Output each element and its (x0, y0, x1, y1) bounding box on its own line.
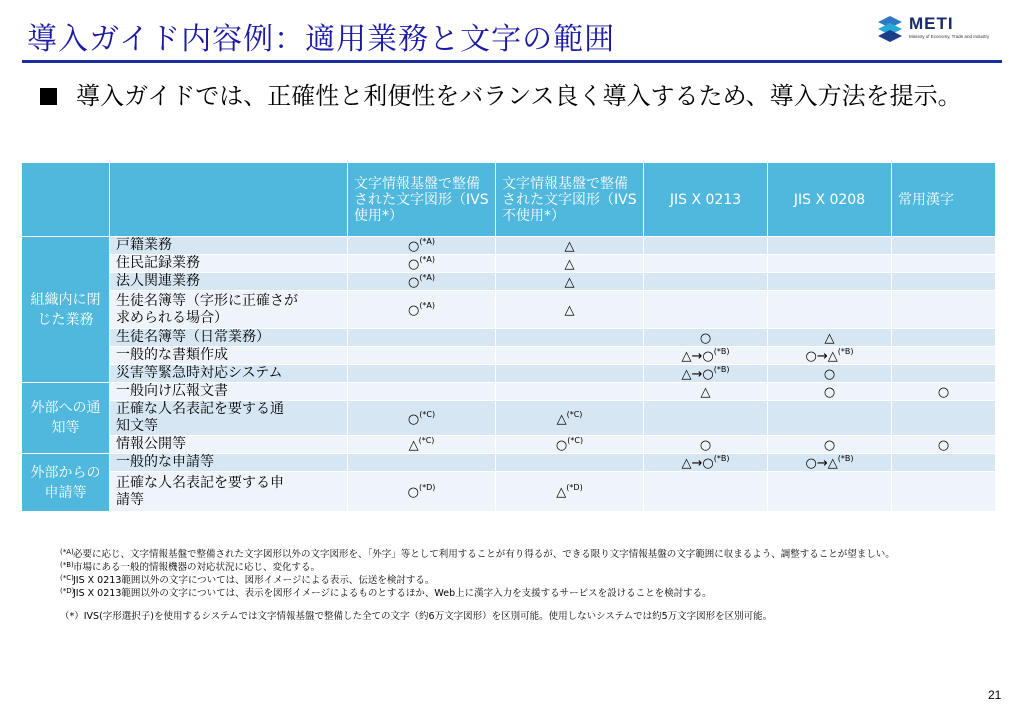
meti-logo-icon (875, 14, 905, 44)
column-header-6: 常用漢字 (892, 163, 996, 237)
note-ref: (*C) (567, 436, 584, 445)
rating-symbol: ○ (407, 411, 420, 427)
value-cell (644, 401, 768, 436)
table-row (22, 255, 996, 273)
value-cell (496, 436, 644, 454)
note-ref: (*D) (418, 483, 436, 492)
square-bullet-icon (40, 88, 57, 105)
value-cell (496, 401, 644, 436)
rating-symbol: △→○ (681, 349, 714, 364)
rating-symbol: ○ (407, 303, 420, 318)
note-ref: (*D) (566, 483, 583, 492)
value-cell (768, 329, 892, 347)
value-cell (892, 436, 996, 454)
task-label: 生徒名簿等（日常業務） (116, 329, 270, 345)
note-ref: (*A) (419, 273, 436, 282)
task-label: 一般向け広報文書 (116, 383, 228, 399)
rating-symbol: ○ (823, 438, 836, 453)
rating-symbol: △ (824, 331, 835, 346)
value-cell (348, 365, 496, 383)
value-cell (768, 291, 892, 329)
note-ref: (*B) (837, 454, 854, 463)
value-cell (768, 454, 892, 472)
value-cell (892, 255, 996, 273)
task-label: 正確な人名表記を要する通 (116, 401, 284, 417)
rating-symbol: △ (556, 411, 567, 427)
value-cell (644, 365, 768, 383)
value-cell (348, 383, 496, 401)
task-label-line2: 求められる場合） (116, 309, 228, 326)
task-cell (110, 237, 348, 255)
footnote-mark: (*B) (60, 561, 74, 569)
table-row (22, 291, 996, 329)
task-label: 正確な人名表記を要する申 (116, 474, 284, 491)
meti-logo (875, 14, 1010, 46)
rating-symbol: ○ (407, 239, 420, 254)
column-header-3: 文字情報基盤で整備された文字図形（IVS不使用*） (496, 163, 644, 237)
title-divider (22, 60, 1002, 63)
logo-subtitle: Ministry of Economy, Trade and Industry (909, 34, 990, 39)
column-header-5: JIS X 0208 (768, 163, 892, 237)
footnote-item (60, 561, 1010, 574)
task-label: 一般的な申請等 (116, 454, 214, 470)
rating-symbol: ○ (937, 385, 950, 400)
value-cell (496, 237, 644, 255)
value-cell (348, 329, 496, 347)
table-row (22, 401, 996, 436)
task-cell (110, 436, 348, 454)
value-cell (768, 383, 892, 401)
ivs-footnote: （*）IVS(字形選択子)を使用するシステムでは文字情報基盤で整備した全ての文字（約6万文字図形）を区別可能。使用しないシステムでは約5万文字図形を区別可能。 (60, 611, 773, 622)
task-cell (110, 329, 348, 347)
rating-symbol: △ (564, 257, 575, 272)
value-cell (644, 255, 768, 273)
task-cell (110, 401, 348, 436)
task-cell (110, 383, 348, 401)
note-ref: (*B) (713, 365, 730, 374)
value-cell (496, 255, 644, 273)
task-label: 戸籍業務 (116, 237, 172, 253)
value-cell (644, 347, 768, 365)
task-cell (110, 365, 348, 383)
task-cell (110, 255, 348, 273)
rating-symbol: ○→△ (805, 456, 838, 471)
rating-symbol: △ (700, 385, 711, 400)
note-ref: (*C) (566, 409, 583, 419)
footnote-item (60, 587, 1010, 600)
value-cell (644, 329, 768, 347)
value-cell (348, 401, 496, 436)
value-cell (348, 273, 496, 291)
value-cell (768, 472, 892, 512)
rating-symbol: △ (556, 485, 567, 500)
task-label: 災害等緊急時対応システム (116, 365, 283, 381)
task-label: 一般的な書類作成 (116, 347, 228, 363)
column-header-1 (110, 163, 348, 237)
value-cell (768, 255, 892, 273)
footnote-mark: (*D) (60, 587, 75, 595)
table-row (22, 454, 996, 472)
column-header-2: 文字情報基盤で整備された文字図形（IVS使用*） (348, 163, 496, 237)
value-cell (892, 365, 996, 383)
value-cell (768, 347, 892, 365)
rating-symbol: ○ (555, 438, 568, 453)
value-cell (892, 383, 996, 401)
footnote-mark: (*A) (60, 548, 74, 556)
value-cell (768, 365, 892, 383)
value-cell (496, 329, 644, 347)
task-cell (110, 472, 348, 512)
task-label: 法人関連業務 (116, 273, 200, 289)
footnote-text: JIS X 0213範囲以外の文字については、図形イメージによる表示、伝送を検討する。 (73, 575, 435, 586)
footnotes (60, 548, 1010, 623)
value-cell (644, 383, 768, 401)
guide-table (21, 162, 996, 512)
value-cell (348, 436, 496, 454)
task-cell (110, 291, 348, 329)
value-cell (348, 255, 496, 273)
page-number: 21 (988, 688, 1002, 702)
note-ref: (*C) (418, 436, 435, 445)
value-cell (892, 273, 996, 291)
task-label: 生徒名簿等（字形に正確さが (116, 292, 298, 309)
task-cell (110, 347, 348, 365)
value-cell (644, 454, 768, 472)
value-cell (496, 472, 644, 512)
footnote-text: 必要に応じ、文字情報基盤で整備された文字図形以外の文字図形を、「外字」等として利用することが有り得るが、できる限り文字情報基盤の文字範囲に収まるよう、調整することが望ましい。 (73, 549, 895, 560)
value-cell (644, 273, 768, 291)
value-cell (892, 329, 996, 347)
note-ref: (*B) (713, 454, 730, 463)
footnote-item (60, 548, 1010, 561)
value-cell (496, 383, 644, 401)
rating-symbol: ○ (937, 438, 950, 453)
rating-symbol: ○→△ (805, 349, 838, 364)
table-row (22, 329, 996, 347)
column-header-4: JIS X 0213 (644, 163, 768, 237)
value-cell (892, 291, 996, 329)
rating-symbol: △→○ (681, 367, 714, 382)
note-ref: (*B) (837, 347, 854, 356)
rating-symbol: △ (564, 303, 575, 318)
footnote-mark: (*C) (60, 574, 74, 582)
rating-symbol: △ (408, 438, 419, 453)
value-cell (348, 237, 496, 255)
value-cell (496, 365, 644, 383)
rating-symbol: ○ (699, 438, 712, 453)
task-cell (110, 454, 348, 472)
value-cell (892, 401, 996, 436)
note-ref: (*A) (419, 255, 436, 264)
table-row (22, 273, 996, 291)
task-label-line2: 請等 (116, 491, 144, 508)
value-cell (496, 347, 644, 365)
logo-wordmark: METI (909, 14, 954, 33)
rating-symbol: ○ (407, 275, 420, 290)
value-cell (768, 436, 892, 454)
table-row (22, 472, 996, 512)
rating-symbol: △ (564, 239, 575, 254)
rating-symbol: ○ (699, 331, 712, 346)
bullet-point (40, 78, 980, 114)
value-cell (768, 273, 892, 291)
value-cell (348, 472, 496, 512)
group-label: 組織内に閉じた業務 (22, 237, 110, 383)
value-cell (348, 454, 496, 472)
rating-symbol: ○ (823, 385, 836, 400)
note-ref: (*A) (419, 301, 436, 310)
value-cell (768, 237, 892, 255)
value-cell (348, 347, 496, 365)
value-cell (496, 291, 644, 329)
footnote-item (60, 574, 1010, 587)
rating-symbol: ○ (407, 485, 419, 500)
task-cell (110, 273, 348, 291)
rating-symbol: ○ (407, 257, 420, 272)
value-cell (496, 454, 644, 472)
value-cell (892, 347, 996, 365)
task-label: 住民記録業務 (116, 255, 200, 271)
group-label: 外部からの申請等 (22, 454, 110, 512)
rating-symbol: △ (564, 275, 575, 290)
table-row (22, 365, 996, 383)
column-header-0 (22, 163, 110, 237)
value-cell (644, 237, 768, 255)
note-ref: (*C) (419, 409, 436, 419)
note-ref: (*B) (713, 347, 730, 356)
value-cell (348, 291, 496, 329)
value-cell (496, 273, 644, 291)
footnote-text: JIS X 0213範囲以外の文字については、表示を図形イメージによるものとするほか、Web上に漢字入力を支援するサービスを設けることを検討する。 (73, 588, 712, 599)
group-label: 外部への通知等 (22, 383, 110, 454)
rating-symbol: ○ (823, 367, 836, 382)
value-cell (892, 237, 996, 255)
rating-symbol: △→○ (681, 456, 714, 471)
value-cell (892, 472, 996, 512)
value-cell (644, 436, 768, 454)
value-cell (892, 454, 996, 472)
value-cell (644, 472, 768, 512)
slide-title: 導入ガイド内容例：適用業務と文字の範囲 (27, 22, 616, 57)
task-label: 情報公開等 (116, 436, 186, 452)
value-cell (768, 401, 892, 436)
note-ref: (*A) (419, 237, 436, 246)
footnote-text: 市場にある一般的情報機器の対応状況に応じ、変化する。 (73, 562, 321, 573)
table-row (22, 383, 996, 401)
table-row (22, 237, 996, 255)
task-label-line2: 知文等 (116, 418, 158, 434)
value-cell (644, 291, 768, 329)
table-row (22, 436, 996, 454)
table-row (22, 347, 996, 365)
bullet-text: 導入ガイドでは、正確性と利便性をバランス良く導入するため、導入方法を提示。 (76, 82, 962, 110)
